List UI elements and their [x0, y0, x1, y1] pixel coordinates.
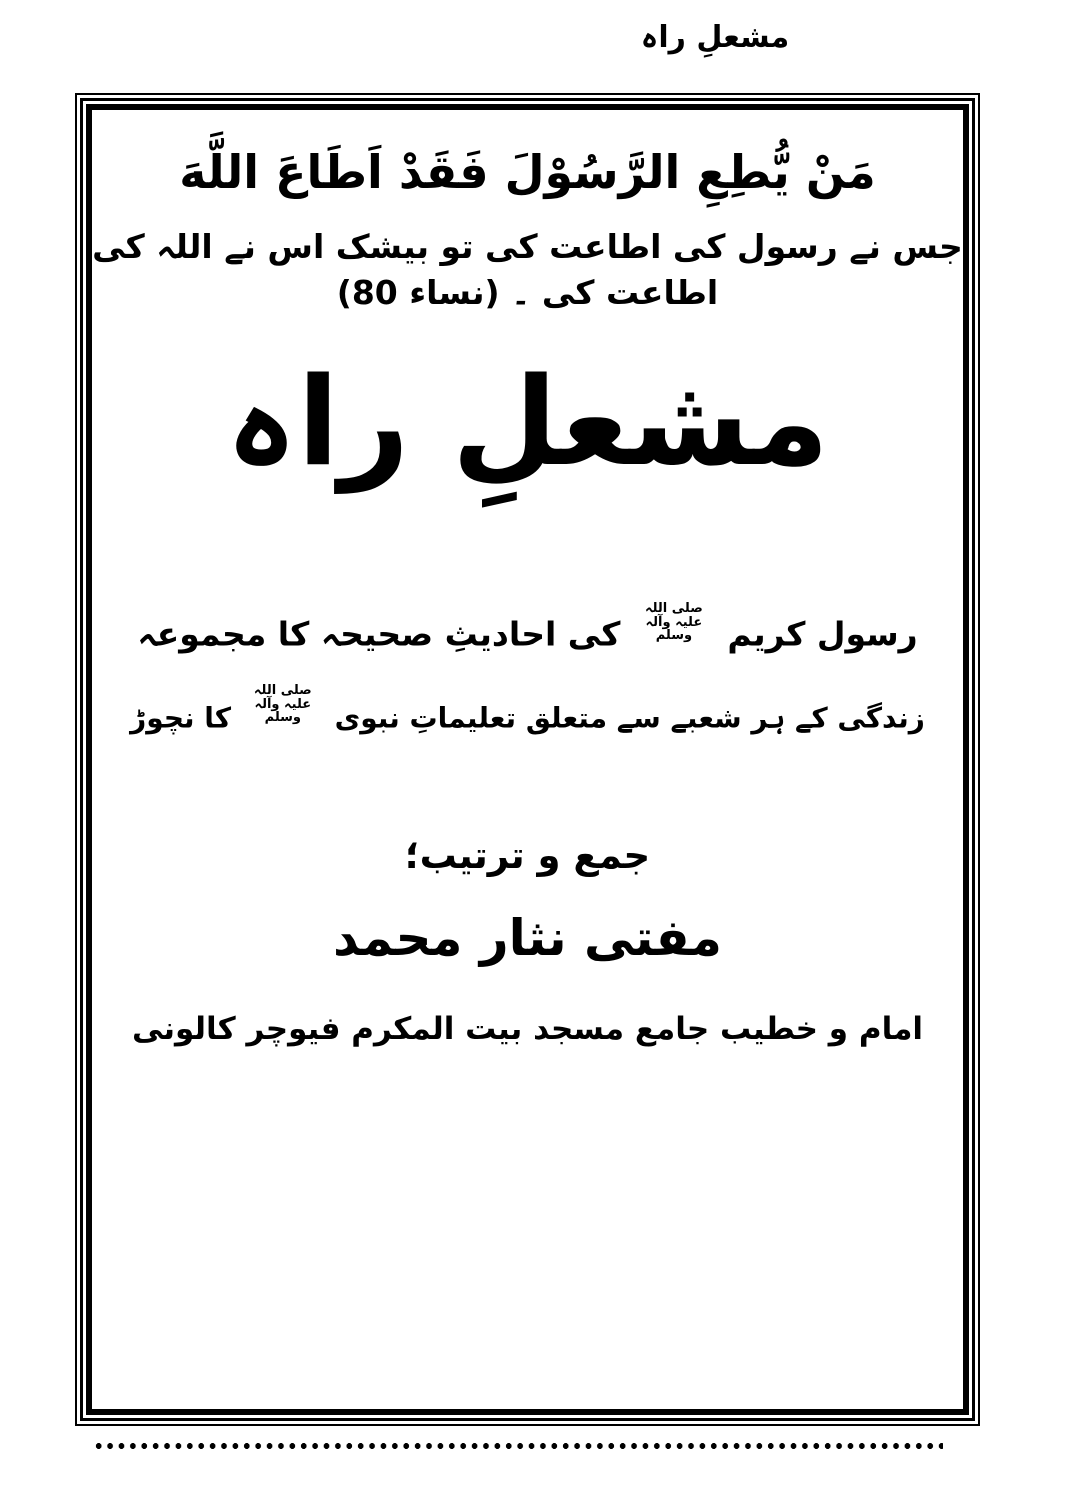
salat-honorific: صلی اللہ علیہ وآلہ وسلم — [253, 683, 312, 726]
subtitle-1-post: کی احادیثِ صحیحہ کا مجموعہ — [137, 614, 621, 654]
compiled-by-label: جمع و ترتیب؛ — [404, 834, 651, 877]
decorative-frame-inner — [86, 104, 969, 1415]
salat-honorific: صلی اللہ علیہ وآلہ وسلم — [644, 601, 703, 644]
subtitle-2-post: کا نچوڑ — [130, 701, 232, 735]
subtitle-line-1 — [92, 602, 963, 657]
subtitle-2-pre: زندگی کے ہر شعبے سے متعلق تعلیماتِ نبوی — [334, 701, 925, 735]
subtitle-1-pre: رسول کریم — [727, 614, 918, 654]
running-head-title: مشعلِ راہ — [640, 20, 790, 55]
bottom-dotted-rule — [93, 1440, 943, 1452]
quran-verse-arabic: مَنْ يُّطِعِ الرَّسُوْلَ فَقَدْ اَطَاعَ اللَّهَ — [179, 145, 876, 199]
decorative-frame-outer — [75, 93, 980, 1426]
decorative-frame-middle — [80, 98, 975, 1421]
book-main-title: مشعلِ راہ — [225, 351, 830, 493]
verse-translation-urdu: جس نے رسول کی اطاعت کی تو بیشک اس نے اللہ کی اطاعت کی ۔ (نساء 80) — [92, 227, 963, 313]
author-name: مفتی نثار محمد — [333, 909, 722, 967]
subtitle-line-2 — [92, 684, 963, 737]
author-title-line: امام و خطیب جامع مسجد بیت المکرم فیوچر کالونی — [131, 1011, 924, 1047]
